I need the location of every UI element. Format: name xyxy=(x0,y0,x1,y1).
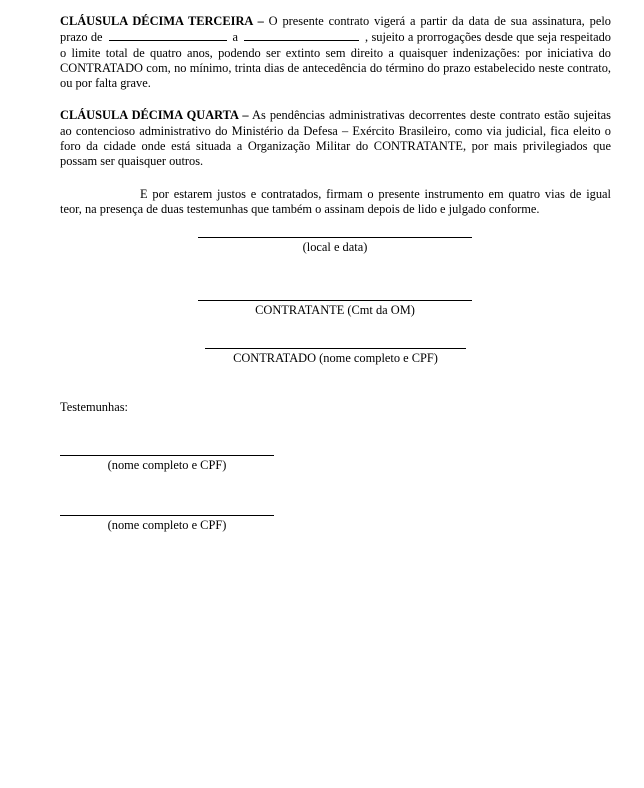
contract-body xyxy=(60,14,611,217)
witness-1-label: (nome completo e CPF) xyxy=(107,458,227,472)
contratante-line[interactable] xyxy=(198,300,472,301)
contratado-signature xyxy=(205,348,466,366)
clause-14-heading: CLÁUSULA DÉCIMA QUARTA – xyxy=(60,108,249,123)
contratante-label: CONTRATANTE (Cmt da OM) xyxy=(255,303,415,317)
clause-13-text-b: a xyxy=(232,30,239,45)
place-date-label: (local e data) xyxy=(302,240,368,254)
witness-1-line[interactable] xyxy=(60,455,274,456)
clause-13-paragraph xyxy=(60,14,611,91)
place-date-line[interactable] xyxy=(198,237,472,238)
witness-2-label: (nome completo e CPF) xyxy=(107,518,227,532)
clause-13-text-a: O presente contrato vigerá a partir da data de sua assinatura, pelo prazo de xyxy=(60,14,611,45)
contratado-label: CONTRATADO (nome completo e CPF) xyxy=(233,351,438,365)
clause-13-heading: CLÁUSULA DÉCIMA TERCEIRA – xyxy=(60,14,264,28)
witnesses-title: Testemunhas: xyxy=(60,400,128,414)
witness-1-signature xyxy=(60,455,274,473)
start-date-blank[interactable] xyxy=(109,29,227,41)
contratante-signature xyxy=(198,300,472,318)
contratado-line[interactable] xyxy=(205,348,466,349)
clause-14-paragraph xyxy=(60,108,611,169)
place-date-signature xyxy=(198,237,472,255)
clause-13-text-c: , sujeito a prorrogações desde que seja respeitado o limite total de quatro anos, podendo ser extinto sem direito a quaisquer indenizações: por iniciativa do CONTRATADO com, no mínimo, trinta dias de antecedência do término do prazo estabelecido neste contrato, ou por falta grave. xyxy=(60,30,611,91)
closing-paragraph: E por estarem justos e contratados, firmam o presente instrumento em quatro vias de igual teor, na presença de duas testemunhas que também o assinam depois de lido e julgado conforme. xyxy=(60,186,611,216)
witness-2-line[interactable] xyxy=(60,515,274,516)
end-date-blank[interactable] xyxy=(244,29,359,41)
witness-2-signature xyxy=(60,515,274,533)
clause-14-text: As pendências administrativas decorrentes deste contrato estão sujeitas ao contencioso administrativo do Ministério da Defesa – Exército Brasileiro, como via judicial, fica eleito o foro da cidade onde está situada a Organização Militar do CONTRATANTE, por mais privilegiados que possam ser quaisquer outros. xyxy=(60,108,611,169)
